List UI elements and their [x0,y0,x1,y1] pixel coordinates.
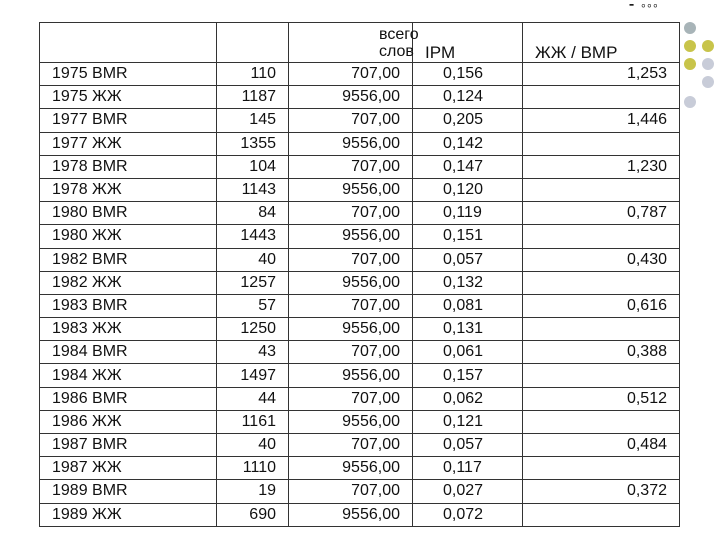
row-total-words: 707,00 [289,155,413,178]
table-row [40,457,680,480]
table-row [40,63,680,86]
row-ratio: 0,616 [523,294,680,317]
row-count: 1187 [217,86,289,109]
row-count: 104 [217,155,289,178]
row-ratio [523,132,680,155]
row-total-words: 9556,00 [289,271,413,294]
row-count: 40 [217,248,289,271]
table-row [40,248,680,271]
row-count: 44 [217,387,289,410]
row-ratio: 1,253 [523,63,680,86]
row-label: 1984 BMR [40,341,217,364]
row-label: 1977 ЖЖ [40,132,217,155]
row-ipm: 0,142 [413,132,523,155]
row-ipm: 0,205 [413,109,523,132]
row-total-words: 9556,00 [289,318,413,341]
table-row [40,271,680,294]
header-total-words-text: всего слов [379,26,419,61]
row-count: 110 [217,63,289,86]
row-count: 1355 [217,132,289,155]
row-total-words: 9556,00 [289,86,413,109]
row-label: 1982 ЖЖ [40,271,217,294]
row-total-words: 9556,00 [289,178,413,201]
header-ratio: ЖЖ / ВМР [523,23,680,63]
table-body [40,63,680,527]
row-total-words: 707,00 [289,202,413,225]
table-row [40,410,680,433]
row-ipm: 0,156 [413,63,523,86]
row-label: 1984 ЖЖ [40,364,217,387]
row-label: 1977 BMR [40,109,217,132]
table-row [40,294,680,317]
row-label: 1975 ЖЖ [40,86,217,109]
row-ipm: 0,147 [413,155,523,178]
decorative-dot [702,76,714,88]
table-row [40,86,680,109]
row-total-words: 9556,00 [289,410,413,433]
row-ipm: 0,120 [413,178,523,201]
header-row [40,23,680,63]
row-count: 1110 [217,457,289,480]
row-label: 1989 ЖЖ [40,503,217,526]
row-ratio: 1,446 [523,109,680,132]
row-total-words: 707,00 [289,387,413,410]
table-row [40,155,680,178]
decorative-dot [684,40,696,52]
row-label: 1986 BMR [40,387,217,410]
row-count: 1143 [217,178,289,201]
row-ipm: 0,057 [413,248,523,271]
row-count: 690 [217,503,289,526]
row-count: 57 [217,294,289,317]
row-count: 84 [217,202,289,225]
corner-fragment: ⁃ ◦◦◦ [628,0,659,13]
table-row [40,503,680,526]
row-label: 1975 BMR [40,63,217,86]
row-label: 1982 BMR [40,248,217,271]
row-ratio: 0,430 [523,248,680,271]
row-label: 1983 BMR [40,294,217,317]
row-count: 1257 [217,271,289,294]
row-total-words: 9556,00 [289,457,413,480]
row-label: 1987 ЖЖ [40,457,217,480]
decorative-dot [684,22,696,34]
table-row [40,387,680,410]
row-total-words: 9556,00 [289,503,413,526]
row-ratio [523,225,680,248]
row-total-words: 707,00 [289,109,413,132]
row-ipm: 0,157 [413,364,523,387]
row-ipm: 0,132 [413,271,523,294]
row-ipm: 0,151 [413,225,523,248]
row-label: 1983 ЖЖ [40,318,217,341]
row-ratio [523,86,680,109]
decorative-dot [702,40,714,52]
decorative-dot [702,58,714,70]
header-label [40,23,217,63]
row-total-words: 707,00 [289,434,413,457]
table-row [40,109,680,132]
row-count: 19 [217,480,289,503]
row-count: 1443 [217,225,289,248]
table-row [40,480,680,503]
row-ipm: 0,062 [413,387,523,410]
table-row [40,132,680,155]
row-label: 1980 ЖЖ [40,225,217,248]
row-ipm: 0,072 [413,503,523,526]
decorative-dot [684,58,696,70]
row-count: 1497 [217,364,289,387]
row-label: 1986 ЖЖ [40,410,217,433]
row-ratio: 1,230 [523,155,680,178]
row-ratio [523,364,680,387]
table-row [40,318,680,341]
table-row [40,225,680,248]
frequency-table [39,22,680,527]
decorative-dot [684,96,696,108]
row-count: 43 [217,341,289,364]
row-total-words: 707,00 [289,63,413,86]
row-ipm: 0,121 [413,410,523,433]
row-total-words: 9556,00 [289,225,413,248]
row-ratio: 0,787 [523,202,680,225]
row-label: 1980 BMR [40,202,217,225]
row-ipm: 0,119 [413,202,523,225]
table-row [40,178,680,201]
table-row [40,341,680,364]
row-label: 1978 ЖЖ [40,178,217,201]
row-label: 1987 BMR [40,434,217,457]
row-count: 40 [217,434,289,457]
row-ratio [523,178,680,201]
row-ratio: 0,512 [523,387,680,410]
row-label: 1978 BMR [40,155,217,178]
row-ipm: 0,131 [413,318,523,341]
row-ratio [523,410,680,433]
row-count: 1161 [217,410,289,433]
row-total-words: 707,00 [289,480,413,503]
table-row [40,202,680,225]
table-row [40,364,680,387]
row-total-words: 707,00 [289,294,413,317]
header-total-words [289,23,419,63]
row-ratio [523,457,680,480]
header-ipm: IPM [413,23,523,63]
row-ipm: 0,081 [413,294,523,317]
row-ipm: 0,124 [413,86,523,109]
row-ratio: 0,372 [523,480,680,503]
frequency-table-container [39,22,679,527]
row-ratio [523,318,680,341]
row-total-words: 9556,00 [289,364,413,387]
row-count: 1250 [217,318,289,341]
table-row [40,434,680,457]
row-ipm: 0,057 [413,434,523,457]
row-total-words: 707,00 [289,341,413,364]
row-ipm: 0,061 [413,341,523,364]
decorative-dot-grid [682,4,720,120]
row-ratio: 0,484 [523,434,680,457]
row-total-words: 9556,00 [289,132,413,155]
header-count [217,23,289,63]
row-total-words: 707,00 [289,248,413,271]
row-count: 145 [217,109,289,132]
row-ratio [523,271,680,294]
row-ipm: 0,027 [413,480,523,503]
row-ratio [523,503,680,526]
row-ratio: 0,388 [523,341,680,364]
row-ipm: 0,117 [413,457,523,480]
row-label: 1989 BMR [40,480,217,503]
